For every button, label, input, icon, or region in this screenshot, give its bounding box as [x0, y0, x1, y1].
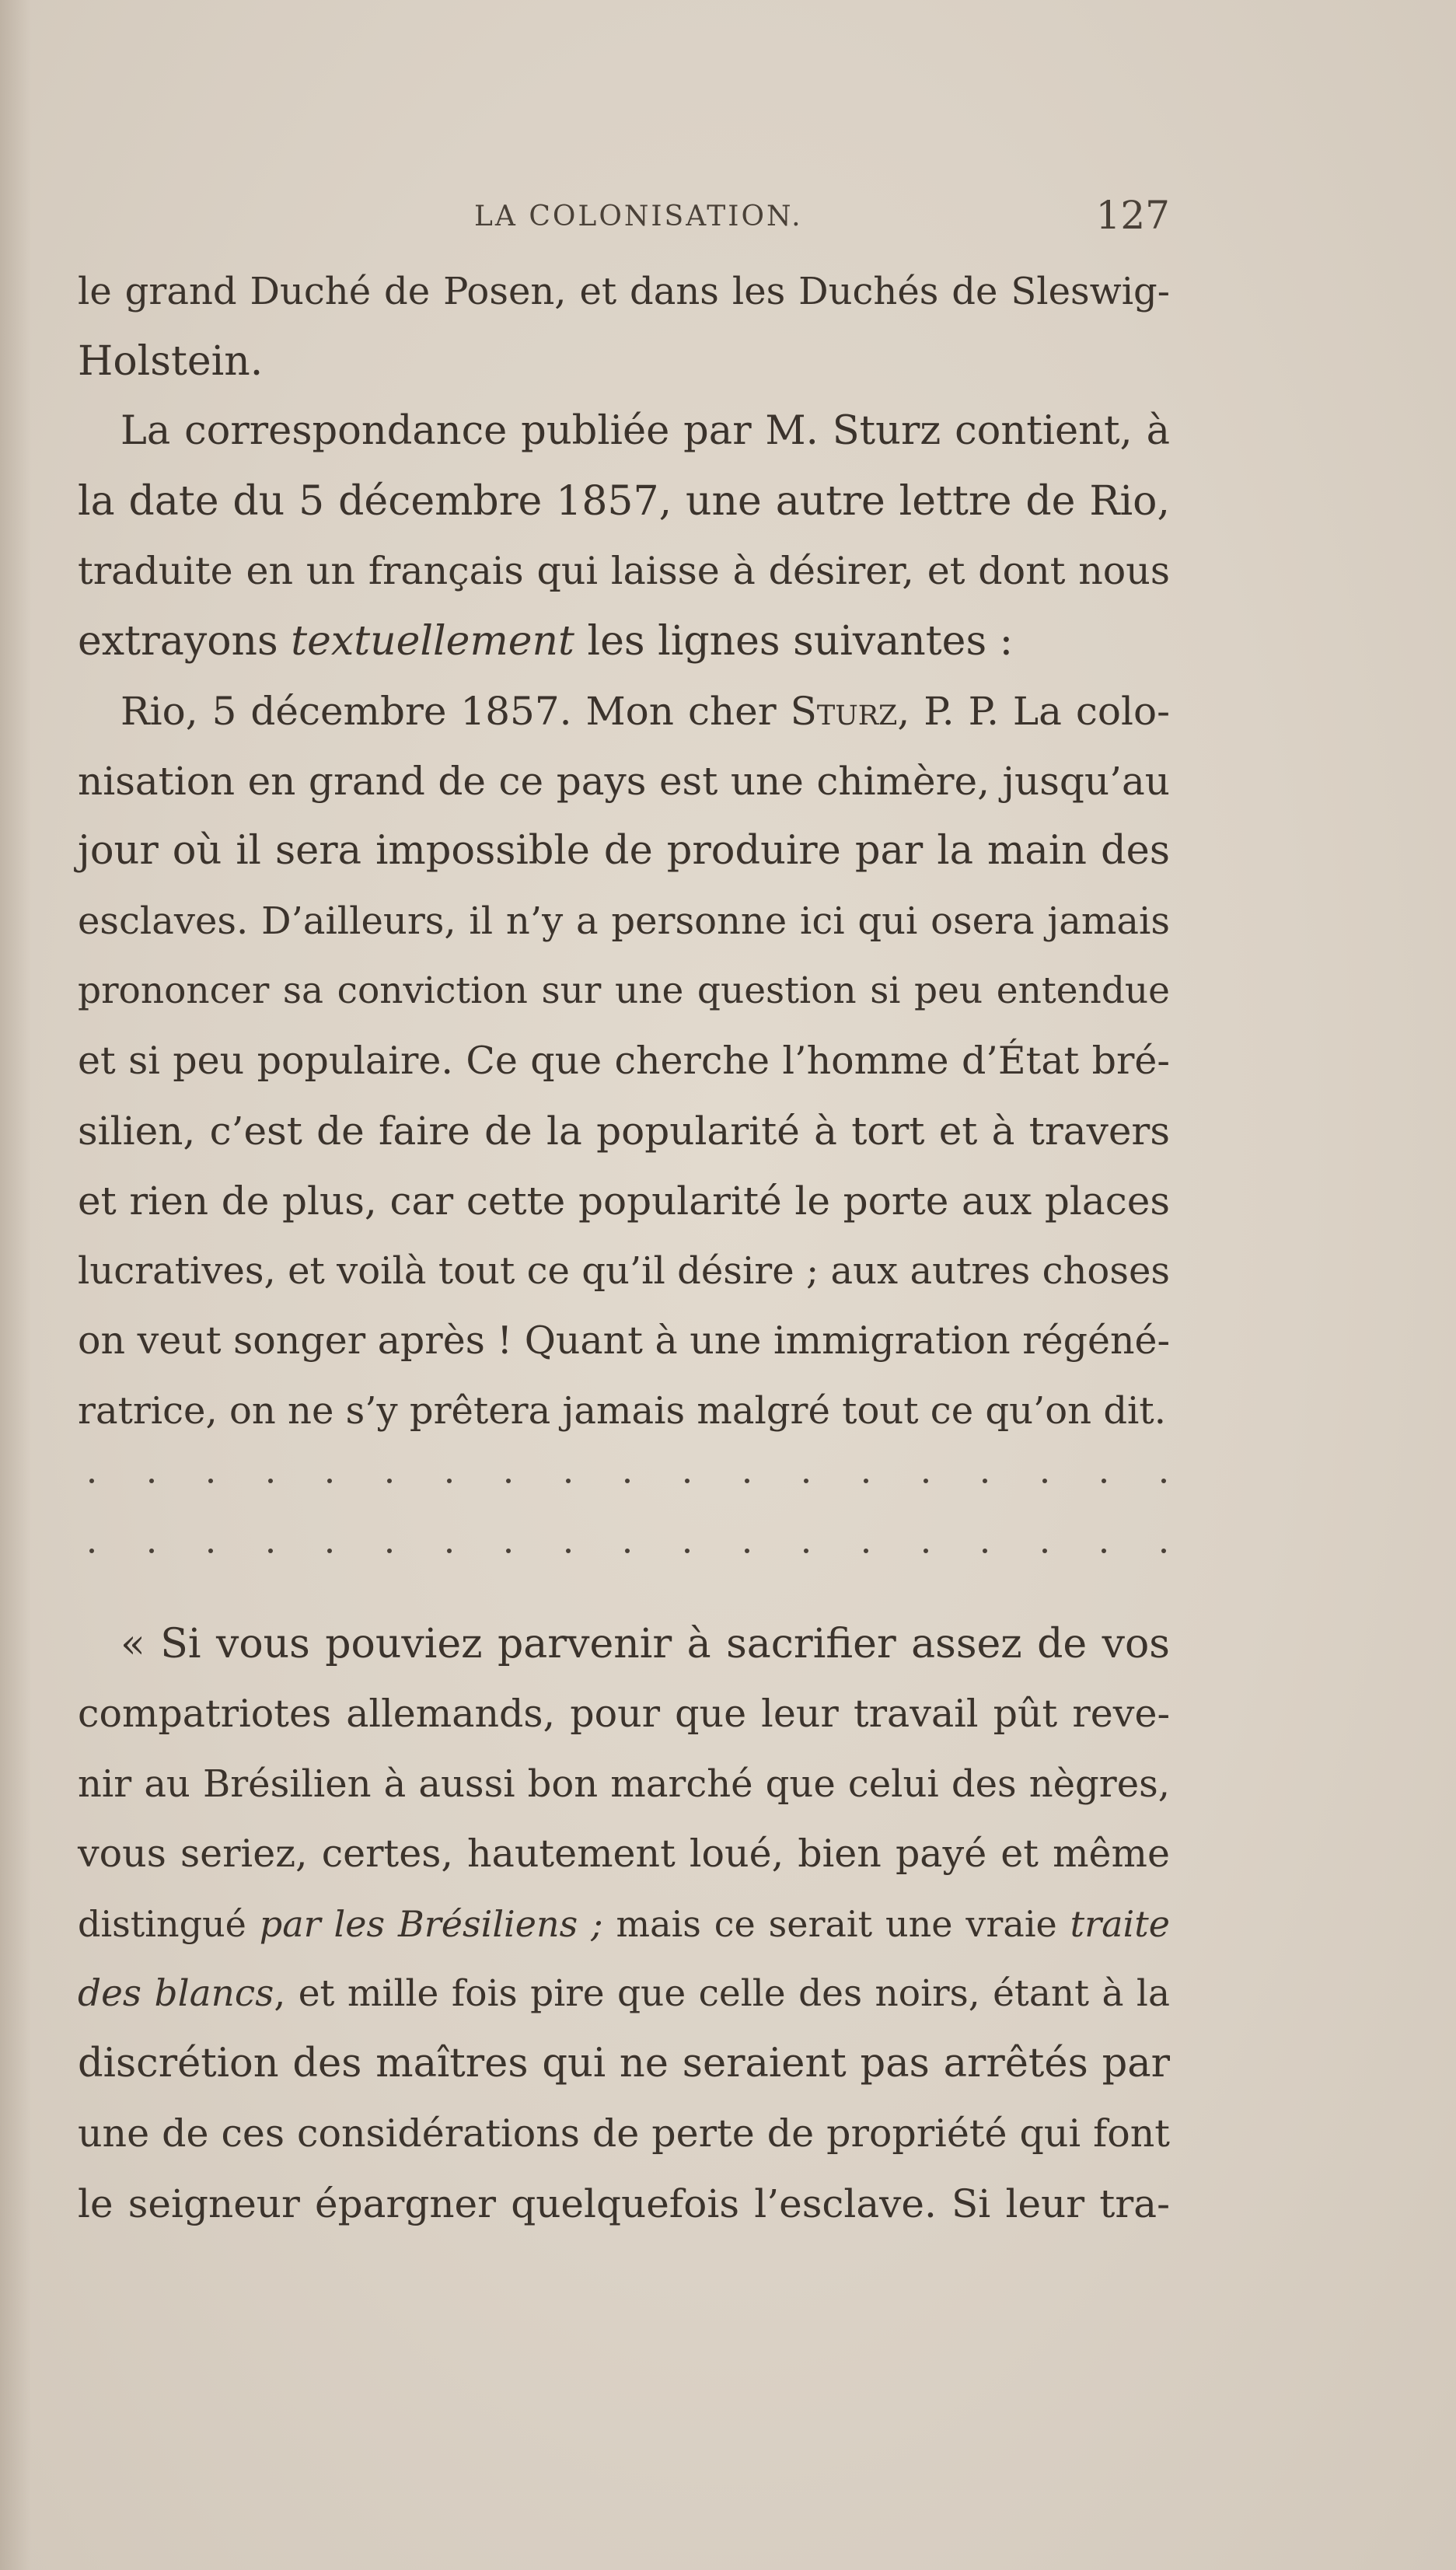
text-line: [78, 606, 1170, 676]
paragraph-gap: [78, 1586, 1170, 1609]
ellipsis-dot: [208, 1479, 213, 1483]
small-caps-text: Sturz: [790, 689, 898, 734]
text-line: on veut songer après ! Quant à une immigration régéné-: [78, 1318, 1171, 1363]
ellipsis-dot: [864, 1479, 868, 1483]
ellipsis-dot: [327, 1549, 332, 1553]
text-fragment: Rio, 5 décembre 1857. Mon cher: [120, 689, 791, 734]
ellipsis-dot: [1042, 1549, 1047, 1553]
text-fragment: distingué: [78, 1903, 260, 1945]
text-line: [78, 1889, 1170, 1959]
italic-text: des blancs: [78, 1972, 274, 2015]
ellipsis-dot: [745, 1479, 749, 1483]
text-line: vous seriez, certes, hautement loué, bien payé et même: [78, 1831, 1170, 1876]
ellipsis-row: [78, 1446, 1170, 1516]
ellipsis-dot: [625, 1479, 630, 1483]
ellipsis-dot: [804, 1549, 808, 1553]
ellipsis-dot: [864, 1549, 868, 1553]
ellipsis-dot: [745, 1549, 749, 1553]
ellipsis-dot: [1102, 1549, 1106, 1553]
text-line: esclaves. D’ailleurs, il n’y a personne ici qui osera jamais: [78, 899, 1170, 943]
ellipsis-dot: [89, 1549, 94, 1553]
ellipsis-dot: [924, 1549, 928, 1553]
text-line: La correspondance publiée par M. Sturz contient, à: [120, 408, 1170, 454]
ellipsis-dot: [685, 1479, 690, 1483]
text-line: et si peu populaire. Ce que cherche l’homme d’État bré-: [78, 1039, 1170, 1083]
text-line: [78, 676, 1170, 746]
ellipsis-dot: [149, 1479, 154, 1483]
italic-text: textuellement: [291, 618, 574, 665]
text-line: une de ces considérations de perte de propriété qui font: [78, 2111, 1170, 2156]
text-fragment: mais ce serait une vraie: [602, 1903, 1070, 1945]
ellipsis-dot: [387, 1549, 392, 1553]
ellipsis-dot: [983, 1549, 987, 1553]
text-line: nir au Brésilien à aussi bon marché que celui des nègres,: [78, 1762, 1170, 1806]
text-line: « Si vous pouviez parvenir à sacrifier assez de vos: [120, 1621, 1170, 1667]
ellipsis-dot: [685, 1549, 690, 1553]
ellipsis-dot: [566, 1479, 571, 1483]
ellipsis-dot: [268, 1549, 273, 1553]
italic-text: par les Brésiliens ;: [259, 1903, 603, 1945]
ellipsis-dot: [387, 1479, 392, 1483]
ellipsis-dot: [1161, 1479, 1166, 1483]
text-fragment: , P. P. La colo-: [897, 689, 1170, 734]
text-line: le grand Duché de Posen, et dans les Duchés de Sleswig-: [78, 270, 1170, 313]
ellipsis-dot: [625, 1549, 630, 1553]
body-text: [78, 257, 1170, 2239]
ellipsis-dot: [983, 1479, 987, 1483]
ellipsis-dot: [506, 1479, 511, 1483]
text-line: prononcer sa conviction sur une question si peu entendue: [78, 969, 1170, 1012]
page-number: 127: [1095, 193, 1170, 238]
text-line: discrétion des maîtres qui ne seraient pas arrêtés par: [78, 2041, 1170, 2086]
ellipsis-dot: [924, 1479, 928, 1483]
ellipsis-dot: [804, 1479, 808, 1483]
text-line: Holstein.: [78, 338, 264, 385]
text-line: le seigneur épargner quelquefois l’esclave. Si leur tra-: [78, 2181, 1170, 2226]
text-line: compatriotes allemands, pour que leur travail pût reve-: [78, 1692, 1170, 1736]
text-line: jour où il sera impossible de produire par la main des: [78, 828, 1170, 874]
ellipsis-dot: [1161, 1549, 1166, 1553]
text-line: nisation en grand de ce pays est une chimère, jusqu’au: [78, 759, 1170, 804]
page-edge-shadow: [0, 0, 31, 2570]
text-line: silien, c’est de faire de la popularité à tort et à travers: [78, 1109, 1170, 1154]
text-line: ratrice, on ne s’y prêtera jamais malgré tout ce qu’on dit.: [78, 1389, 1166, 1433]
ellipsis-dot: [447, 1549, 452, 1553]
page-header: [78, 193, 1170, 247]
ellipsis-dot: [506, 1549, 511, 1553]
text-fragment: , et mille fois pire que celle des noirs, étant à la: [274, 1972, 1170, 2015]
text-fragment: les lignes suivantes :: [574, 618, 1014, 665]
text-line: et rien de plus, car cette popularité le porte aux places: [78, 1178, 1170, 1224]
text-line: la date du 5 décembre 1857, une autre lettre de Rio,: [78, 478, 1170, 525]
text-fragment: extrayons: [78, 618, 292, 665]
text-line: traduite en un français qui laisse à désirer, et dont nous: [78, 549, 1170, 593]
text-line: lucratives, et voilà tout ce qu’il désire ; aux autres choses: [78, 1249, 1170, 1293]
ellipsis-dot: [447, 1479, 452, 1483]
ellipsis-dot: [149, 1549, 154, 1553]
ellipsis-dot: [89, 1479, 94, 1483]
ellipsis-row: [78, 1516, 1170, 1586]
ellipsis-dot: [1102, 1479, 1106, 1483]
ellipsis-dot: [1042, 1479, 1047, 1483]
text-line: [78, 1959, 1170, 2029]
ellipsis-dot: [327, 1479, 332, 1483]
ellipsis-dot: [268, 1479, 273, 1483]
ellipsis-dot: [566, 1549, 571, 1553]
running-head: LA COLONISATION.: [474, 201, 803, 232]
ellipsis-dot: [208, 1549, 213, 1553]
italic-text: traite: [1070, 1903, 1170, 1945]
